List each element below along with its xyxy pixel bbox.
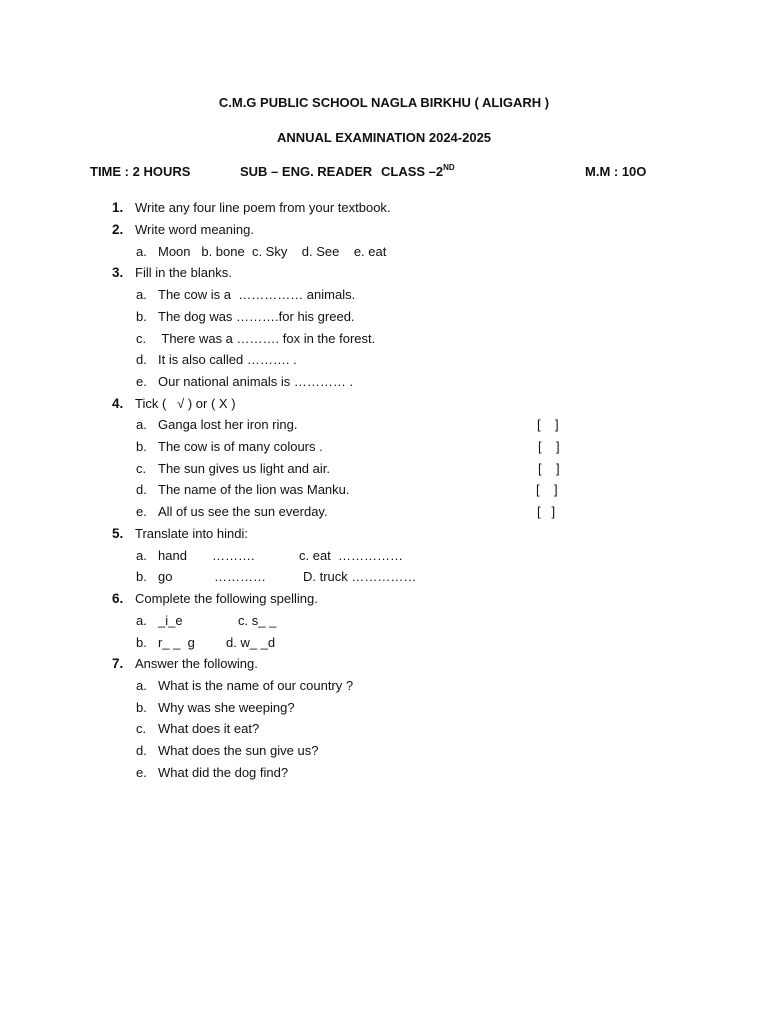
q4-item-text: All of us see the sun everday. bbox=[158, 504, 328, 519]
q3-item-letter: a. bbox=[136, 287, 147, 302]
question-number-7: 7. bbox=[112, 656, 124, 671]
q3-item-text: The dog was ……….for his greed. bbox=[158, 309, 355, 324]
q5-word-hand: hand bbox=[158, 548, 187, 563]
exam-title: ANNUAL EXAMINATION 2024-2025 bbox=[276, 130, 492, 145]
q7-item-letter: e. bbox=[136, 765, 147, 780]
q4-item-letter: d. bbox=[136, 482, 147, 497]
q7-item-letter: b. bbox=[136, 700, 147, 715]
class-label bbox=[381, 164, 455, 180]
q3-item-text: There was a ………. fox in the forest. bbox=[158, 331, 376, 346]
question-number-6: 6. bbox=[112, 591, 124, 606]
q2-item-letter: a. bbox=[136, 244, 147, 259]
q6-spelling-a: _i_e bbox=[158, 613, 183, 628]
time-label: TIME : 2 HOURS bbox=[90, 164, 191, 179]
q5-item-letter: b. bbox=[136, 569, 147, 584]
answer-bracket: [ ] bbox=[537, 504, 556, 519]
q5-word-go: go bbox=[158, 569, 173, 584]
q4-item-letter: a. bbox=[136, 417, 147, 432]
q3-item-text: Our national animals is ………… . bbox=[158, 374, 354, 389]
q7-item-letter: a. bbox=[136, 678, 147, 693]
q7-item-letter: d. bbox=[136, 743, 147, 758]
max-marks-label: M.M : 10O bbox=[585, 164, 647, 179]
q6-spelling-d: d. w_ _d bbox=[226, 635, 276, 650]
q3-item-text: The cow is a …………… animals. bbox=[158, 287, 356, 302]
q7-item-text: What did the dog find? bbox=[158, 765, 289, 780]
q3-item-text: It is also called ………. . bbox=[158, 352, 297, 367]
q5-word-eat: c. eat …………… bbox=[299, 548, 404, 563]
school-title: C.M.G PUBLIC SCHOOL NAGLA BIRKHU ( ALIGARH ) bbox=[218, 95, 550, 110]
q4-item-letter: b. bbox=[136, 439, 147, 454]
subject-label: SUB – ENG. READER bbox=[240, 164, 373, 179]
question-3-text: Fill in the blanks. bbox=[135, 265, 232, 280]
question-4-text: Tick ( √ ) or ( X ) bbox=[135, 396, 236, 411]
question-number-4: 4. bbox=[112, 396, 124, 411]
q6-item-letter: b. bbox=[136, 635, 147, 650]
question-7-text: Answer the following. bbox=[135, 656, 258, 671]
q7-item-text: What does the sun give us? bbox=[158, 743, 319, 758]
q2-item-text: Moon b. bone c. Sky d. See e. eat bbox=[158, 244, 387, 259]
q6-spelling-c: c. s_ _ bbox=[238, 613, 277, 628]
question-number-2: 2. bbox=[112, 222, 124, 237]
q4-item-text: The sun gives us light and air. bbox=[158, 461, 330, 476]
q4-item-text: The name of the lion was Manku. bbox=[158, 482, 350, 497]
question-number-3: 3. bbox=[112, 265, 124, 280]
q6-spelling-b: r_ _ g bbox=[158, 635, 195, 650]
q6-item-letter: a. bbox=[136, 613, 147, 628]
q4-item-letter: e. bbox=[136, 504, 147, 519]
answer-bracket: [ ] bbox=[538, 439, 560, 454]
q5-blank: ………… bbox=[214, 569, 266, 584]
q3-item-letter: b. bbox=[136, 309, 147, 324]
question-6-text: Complete the following spelling. bbox=[135, 591, 318, 606]
answer-bracket: [ ] bbox=[538, 461, 560, 476]
class-suffix: ND bbox=[443, 163, 455, 172]
q7-item-letter: c. bbox=[136, 721, 147, 736]
q5-item-letter: a. bbox=[136, 548, 147, 563]
class-text: CLASS –2 bbox=[381, 164, 444, 179]
q7-item-text: Why was she weeping? bbox=[158, 700, 295, 715]
question-2-text: Write word meaning. bbox=[135, 222, 254, 237]
answer-bracket: [ ] bbox=[536, 482, 558, 497]
q5-blank: ………. bbox=[212, 548, 255, 563]
question-5-text: Translate into hindi: bbox=[135, 526, 248, 541]
answer-bracket: [ ] bbox=[537, 417, 559, 432]
q4-item-text: Ganga lost her iron ring. bbox=[158, 417, 298, 432]
question-number-1: 1. bbox=[112, 200, 124, 215]
q4-item-text: The cow is of many colours . bbox=[158, 439, 323, 454]
q7-item-text: What does it eat? bbox=[158, 721, 260, 736]
q4-item-letter: c. bbox=[136, 461, 147, 476]
question-1-text: Write any four line poem from your textbook. bbox=[135, 200, 391, 215]
q5-word-truck: D. truck …………… bbox=[303, 569, 417, 584]
question-number-5: 5. bbox=[112, 526, 124, 541]
q3-item-letter: c. bbox=[136, 331, 147, 346]
q3-item-letter: e. bbox=[136, 374, 147, 389]
q7-item-text: What is the name of our country ? bbox=[158, 678, 354, 693]
q3-item-letter: d. bbox=[136, 352, 147, 367]
